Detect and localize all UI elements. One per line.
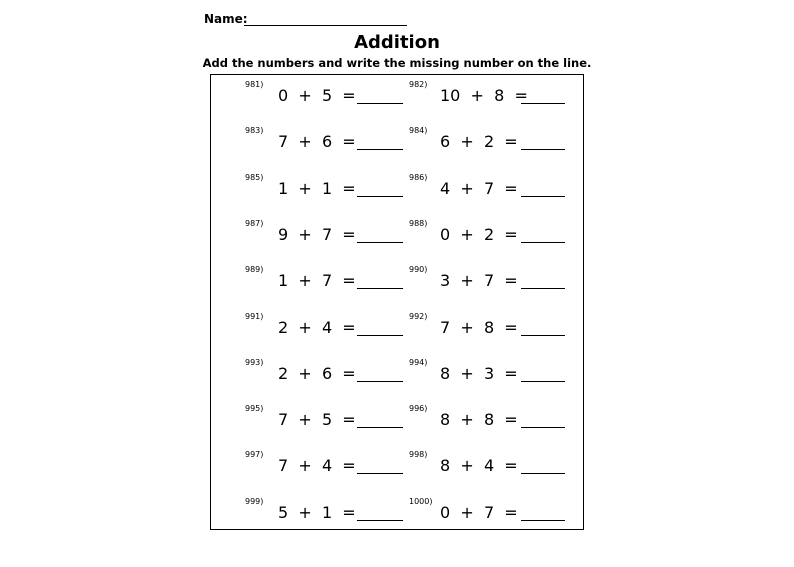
name-field-line[interactable] [244, 25, 407, 26]
problem-number: 991) [245, 312, 264, 321]
plus-sign: + [460, 132, 474, 151]
problem-expression [440, 410, 518, 429]
plus-sign: + [298, 503, 312, 522]
answer-line[interactable] [521, 381, 565, 382]
addend: 6 [321, 364, 333, 383]
name-label: Name: [204, 12, 248, 26]
problem-number: 987) [245, 219, 264, 228]
problem-number: 989) [245, 265, 264, 274]
answer-line[interactable] [521, 335, 565, 336]
problem-number: 996) [409, 404, 428, 413]
plus-sign: + [460, 225, 474, 244]
addend: 4 [440, 179, 451, 198]
plus-sign: + [298, 318, 312, 337]
instructions: Add the numbers and write the missing number on the line. [202, 56, 592, 70]
addend: 3 [483, 364, 495, 383]
problem-item [211, 312, 581, 342]
problem-number: 984) [409, 126, 428, 135]
equals-sign: = [504, 271, 518, 290]
problem-expression [440, 225, 518, 244]
addend: 1 [321, 179, 333, 198]
problem-number: 992) [409, 312, 428, 321]
addend: 0 [440, 503, 451, 522]
problems-box [210, 74, 584, 530]
answer-line[interactable] [521, 242, 565, 243]
plus-sign: + [460, 179, 474, 198]
problem-number: 997) [245, 450, 264, 459]
equals-sign: = [504, 456, 518, 475]
addend: 2 [278, 364, 289, 383]
equals-sign: = [514, 86, 528, 105]
problem-expression [440, 86, 528, 105]
addend: 5 [278, 503, 289, 522]
problem-number: 998) [409, 450, 428, 459]
equals-sign: = [342, 271, 356, 290]
problem-expression [440, 503, 518, 522]
problem-number: 999) [245, 497, 264, 506]
addend: 4 [483, 456, 495, 475]
problem-item [211, 404, 581, 434]
equals-sign: = [342, 456, 356, 475]
addend: 2 [483, 225, 495, 244]
addend: 0 [440, 225, 451, 244]
equals-sign: = [342, 364, 356, 383]
plus-sign: + [298, 456, 312, 475]
equals-sign: = [342, 132, 356, 151]
addend: 2 [483, 132, 495, 151]
problem-expression [440, 456, 518, 475]
problem-item [211, 358, 581, 388]
plus-sign: + [460, 503, 474, 522]
problem-expression [440, 364, 518, 383]
addend: 0 [278, 86, 289, 105]
addend: 7 [278, 410, 289, 429]
addend: 7 [483, 271, 495, 290]
addend: 8 [483, 318, 495, 337]
addend: 5 [321, 86, 333, 105]
addend: 6 [440, 132, 451, 151]
addend: 1 [278, 271, 289, 290]
addend: 8 [440, 456, 451, 475]
equals-sign: = [504, 364, 518, 383]
equals-sign: = [342, 503, 356, 522]
problem-number: 994) [409, 358, 428, 367]
addend: 1 [321, 503, 333, 522]
plus-sign: + [460, 456, 474, 475]
problem-expression [440, 179, 518, 198]
addend: 6 [321, 132, 333, 151]
answer-line[interactable] [521, 288, 565, 289]
plus-sign: + [298, 364, 312, 383]
answer-line[interactable] [521, 149, 565, 150]
problem-number: 986) [409, 173, 428, 182]
equals-sign: = [504, 179, 518, 198]
problem-item [211, 80, 581, 110]
addend: 8 [440, 410, 451, 429]
addend: 2 [278, 318, 289, 337]
answer-line[interactable] [521, 196, 565, 197]
problem-number: 1000) [409, 497, 433, 506]
addend: 7 [278, 456, 289, 475]
plus-sign: + [470, 86, 484, 105]
equals-sign: = [342, 318, 356, 337]
problem-item [211, 126, 581, 156]
problem-item [211, 265, 581, 295]
problem-item [211, 173, 581, 203]
plus-sign: + [460, 410, 474, 429]
equals-sign: = [504, 318, 518, 337]
addend: 4 [321, 456, 333, 475]
problem-expression [440, 271, 518, 290]
addend: 4 [321, 318, 333, 337]
addend: 7 [278, 132, 289, 151]
addend: 8 [483, 410, 495, 429]
plus-sign: + [298, 132, 312, 151]
addend: 3 [440, 271, 451, 290]
problem-number: 990) [409, 265, 428, 274]
equals-sign: = [342, 410, 356, 429]
equals-sign: = [342, 86, 356, 105]
plus-sign: + [460, 364, 474, 383]
plus-sign: + [298, 179, 312, 198]
answer-line[interactable] [521, 473, 565, 474]
plus-sign: + [298, 271, 312, 290]
plus-sign: + [460, 318, 474, 337]
equals-sign: = [504, 225, 518, 244]
addend: 10 [440, 86, 461, 105]
plus-sign: + [298, 225, 312, 244]
equals-sign: = [504, 503, 518, 522]
worksheet-title: Addition [354, 32, 440, 53]
addend: 8 [494, 86, 505, 105]
plus-sign: + [460, 271, 474, 290]
answer-line[interactable] [521, 427, 565, 428]
problem-number: 981) [245, 80, 264, 89]
addend: 7 [321, 271, 333, 290]
answer-line[interactable] [521, 520, 565, 521]
problem-expression [440, 318, 518, 337]
problem-number: 988) [409, 219, 428, 228]
problem-number: 993) [245, 358, 264, 367]
addend: 9 [278, 225, 289, 244]
equals-sign: = [504, 410, 518, 429]
addend: 8 [440, 364, 451, 383]
answer-line[interactable] [521, 103, 565, 104]
addend: 7 [440, 318, 451, 337]
problem-number: 983) [245, 126, 264, 135]
problem-item [211, 219, 581, 249]
addend: 5 [321, 410, 333, 429]
equals-sign: = [342, 225, 356, 244]
problem-item [211, 450, 581, 480]
addend: 7 [483, 179, 495, 198]
problem-number: 995) [245, 404, 264, 413]
plus-sign: + [298, 410, 312, 429]
plus-sign: + [298, 86, 312, 105]
problem-number: 982) [409, 80, 428, 89]
equals-sign: = [504, 132, 518, 151]
addend: 1 [278, 179, 289, 198]
problem-item [211, 497, 581, 527]
problem-number: 985) [245, 173, 264, 182]
problem-expression [440, 132, 518, 151]
equals-sign: = [342, 179, 356, 198]
addend: 7 [321, 225, 333, 244]
addend: 7 [483, 503, 495, 522]
